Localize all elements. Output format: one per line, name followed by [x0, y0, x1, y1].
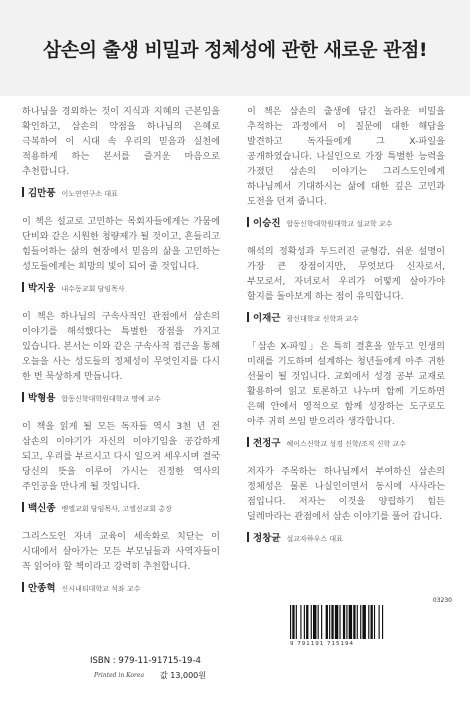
barcode-bar — [311, 605, 312, 639]
reviewer-name: 정창균 — [253, 533, 281, 544]
reviewer-affiliation: 설교자하우스 대표 — [286, 535, 343, 543]
barcode-bar — [306, 605, 308, 639]
barcode-bar — [335, 605, 338, 639]
reviewer-affiliation: 내수동교회 담임목사 — [61, 285, 125, 293]
reviewer-name: 박형용 — [28, 393, 56, 404]
reviewer-affiliation: 광신대학교 신학과 교수 — [286, 315, 359, 323]
reviewer-name: 이재근 — [253, 313, 281, 324]
barcode-bar — [349, 605, 352, 639]
barcode-bar — [329, 605, 330, 639]
reviewer-affiliation: 헤이스신학교 성경 신학/조직 신학 교수 — [286, 440, 406, 448]
attribution-bar — [22, 502, 24, 512]
review-block — [22, 104, 220, 199]
barcode-bar — [382, 605, 383, 639]
review-block — [247, 244, 445, 324]
header-banner — [0, 0, 470, 96]
review-block — [247, 464, 445, 544]
barcode-bar — [313, 605, 316, 639]
attribution-bar — [22, 187, 24, 197]
barcode-bar — [360, 605, 361, 639]
attribution-bar — [22, 582, 24, 592]
review-attribution — [247, 215, 445, 229]
left-review-column — [22, 104, 220, 609]
review-block — [247, 339, 445, 449]
isbn-number: ISBN : 979-11-91715-19-4 — [90, 656, 201, 666]
review-attribution — [22, 390, 220, 404]
price-label: 값 13,000원 — [160, 671, 206, 680]
right-review-column — [247, 104, 445, 559]
review-attribution — [247, 435, 445, 449]
reviewer-name: 박지웅 — [28, 283, 56, 294]
review-block — [247, 104, 445, 229]
review-block — [22, 214, 220, 294]
review-attribution — [22, 500, 220, 514]
attribution-bar — [22, 282, 24, 292]
attribution-bar — [22, 392, 24, 402]
reviewer-affiliation: 이노연연구소 대표 — [61, 190, 118, 198]
review-text: 저자가 주목하는 하나님께서 부여하신 삼손의 정체성은 물론 나실인이면서 동시에 사사라는 점입니다. 저자는 이것을 양립하기 힘든 딜레마라는 관점에서 삼손 이야기를 풀어 갑니다. — [247, 466, 445, 522]
barcode-bar — [339, 605, 340, 639]
addon-code: 03230 — [432, 597, 452, 604]
barcode-bar — [379, 605, 380, 639]
barcode-bar — [326, 605, 328, 639]
barcode-bar — [371, 605, 373, 639]
review-block — [22, 529, 220, 594]
reviewer-name: 전정구 — [253, 438, 281, 449]
barcode-bar — [300, 605, 301, 639]
reviewer-name: 안종혁 — [28, 583, 56, 594]
barcode-digits: 9 791191 715194 — [290, 641, 354, 647]
barcode-bar — [357, 605, 358, 639]
barcode-bar — [353, 605, 355, 639]
review-text: 해석의 정확성과 두드러진 균형감, 쉬운 설명이 가장 큰 장점이지만, 무엇보다 신자로서, 부모로서, 자녀로서 우리가 어떻게 살아가야 할지를 돌아보게 하는 점이 유익합니다. — [247, 246, 445, 302]
printed-in-label: Printed in Korea — [94, 672, 145, 679]
attribution-bar — [247, 312, 249, 322]
review-text: 이 책은 삼손의 출생에 담긴 놀라운 비밀을 추적하는 과정에서 이 질문에 대한 해답을 발견하고 독자들에게 그 X-파일을 공개하였습니다. 나실인으로 가장 특별한 능력을 가졌던 삼손의 이야기는 그리스도인에게 하나님께서 기대하시는 삶에 대한 깊은 고민과 도전을 던져 줍니다. — [247, 106, 445, 207]
review-block — [22, 309, 220, 404]
reviewer-name: 이승진 — [253, 218, 281, 229]
review-attribution — [22, 185, 220, 199]
reviewer-affiliation: 신시내티대학교 석좌 교수 — [61, 585, 141, 593]
barcode-bar — [318, 605, 319, 639]
barcode-bar — [374, 605, 375, 639]
reviewer-name: 김만풍 — [28, 188, 56, 199]
barcode-bar — [290, 605, 291, 639]
reviewer-affiliation: 합동신학대학원대학교 설교학 교수 — [286, 220, 393, 228]
reviewer-name: 백신종 — [28, 503, 56, 514]
barcode-bar — [343, 605, 345, 639]
reviewer-affiliation: 합동신학대학원대학교 명예 교수 — [61, 395, 161, 403]
review-attribution — [22, 280, 220, 294]
barcode-bar — [362, 605, 365, 639]
barcode-bar — [296, 605, 297, 639]
review-text: 「삼손 X-파일」은 특히 결혼을 앞두고 인생의 미래를 기도하며 설계하는 청년들에게 아주 귀한 선물이 될 것입니다. 교회에서 성경 공부 교재로 활용하여 읽고 토론하고 나누며 함께 기도하면 은혜 안에서 영적으로 함께 성장하는 도구로도 아주 귀히 쓰임 받으리라 생각합니다. — [247, 341, 445, 427]
barcode-bar — [321, 605, 322, 639]
attribution-bar — [247, 532, 249, 542]
barcode-bar — [331, 605, 333, 639]
attribution-bar — [247, 437, 249, 447]
barcode-bar — [304, 605, 305, 639]
barcode-bar — [292, 605, 294, 639]
barcode-image — [290, 605, 448, 639]
review-text: 이 책을 읽게 될 모든 독자들 역시 3천 년 전 삼손의 이야기가 자신의 이야기임을 공감하게 되고, 우리를 부르시고 다시 일으켜 세우시며 결국 당신의 뜻을 이루어 가시는 진정한 역사의 주인공을 만나게 될 것입니다. — [22, 421, 220, 492]
review-attribution — [247, 310, 445, 324]
banner-title: 삼손의 출생 비밀과 정체성에 관한 새로운 관점! — [42, 38, 428, 61]
attribution-bar — [247, 217, 249, 227]
review-block — [22, 419, 220, 514]
review-text: 이 책은 설교로 고민하는 목회자들에게는 가뭄에 단비와 같은 시원한 청량제가 될 것이고, 흔들리고 힘들어하는 삶의 현장에서 믿음의 삶을 고민하는 성도들에게는 희망의 빛이 되어 줄 것입니다. — [22, 216, 220, 272]
review-attribution — [247, 530, 445, 544]
reviewer-affiliation: 벧엘교회 담임목사, 고엘선교회 총장 — [61, 505, 172, 513]
review-text: 이 책은 하나님의 구속사적인 관점에서 삼손의 이야기를 해석했다는 특별한 장점을 가지고 있습니다. 본서는 이와 같은 구속사적 접근을 통해 오늘을 사는 성도들의 정체성이 무엇인지를 다시 한 번 묵상하게 만듭니다. — [22, 311, 220, 382]
review-text: 하나님을 경외하는 것이 지식과 지혜의 근본임을 확인하고, 삼손의 약점을 하나님의 은혜로 극복하여 이 시대 속 우리의 믿음과 실천에 적용하게 하는 본서를 즐거운 마음으로 추천합니다. — [22, 106, 220, 177]
review-text: 그리스도인 자녀 교육이 세속화로 치닫는 이 시대에서 살아가는 모든 부모님들과 사역자들이 꼭 읽어야 할 책이라고 강력히 추천합니다. — [22, 531, 220, 572]
barcode-bar — [368, 605, 369, 639]
barcode-bar — [346, 605, 347, 639]
review-attribution — [22, 580, 220, 594]
